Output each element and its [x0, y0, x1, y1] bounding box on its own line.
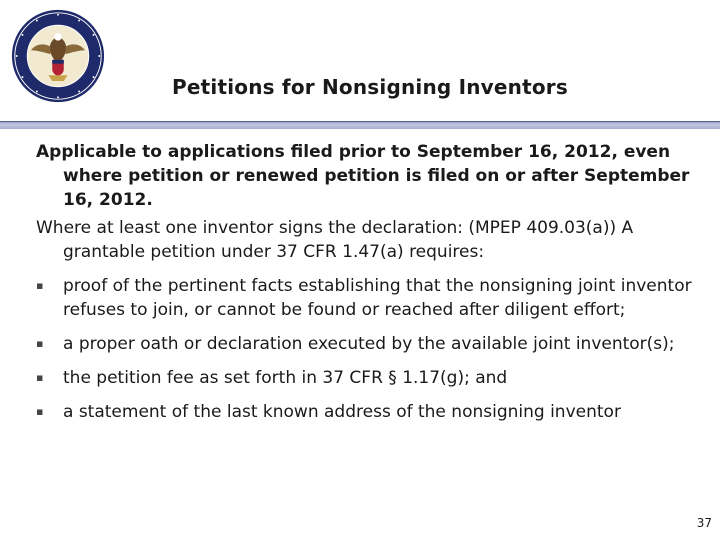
slide-body [36, 140, 696, 434]
title-divider [0, 121, 720, 129]
list-item-text: proof of the pertinent facts establishing that the nonsigning joint inventor refuses to join, or cannot be found or reached after diligent effort; [63, 276, 692, 320]
title-divider-edge [0, 121, 720, 122]
uspto-seal-icon [10, 8, 106, 104]
intro-paragraph: Where at least one inventor signs the declaration: (MPEP 409.03(a)) A grantable petition under 37 CFR 1.47(a) requires: [36, 218, 634, 262]
square-bullet-icon: ▪ [36, 405, 44, 418]
list-item [36, 366, 696, 390]
square-bullet-icon: ▪ [36, 337, 44, 350]
list-item-text: the petition fee as set forth in 37 CFR § 1.17(g); and [63, 368, 508, 388]
list-item-text: a statement of the last known address of the nonsigning inventor [63, 402, 621, 422]
page-number: 37 [696, 516, 712, 530]
requirements-list [36, 274, 696, 424]
list-item [36, 274, 696, 322]
intro-bold-paragraph: Applicable to applications filed prior to September 16, 2012, even where petition or renewed petition is filed on or after September 16, 2012. [36, 142, 690, 210]
slide-title: Petitions for Nonsigning Inventors [172, 75, 568, 99]
list-item-text: a proper oath or declaration executed by the available joint inventor(s); [63, 334, 675, 354]
list-item [36, 332, 696, 356]
list-item [36, 400, 696, 424]
square-bullet-icon: ▪ [36, 279, 44, 292]
square-bullet-icon: ▪ [36, 371, 44, 384]
